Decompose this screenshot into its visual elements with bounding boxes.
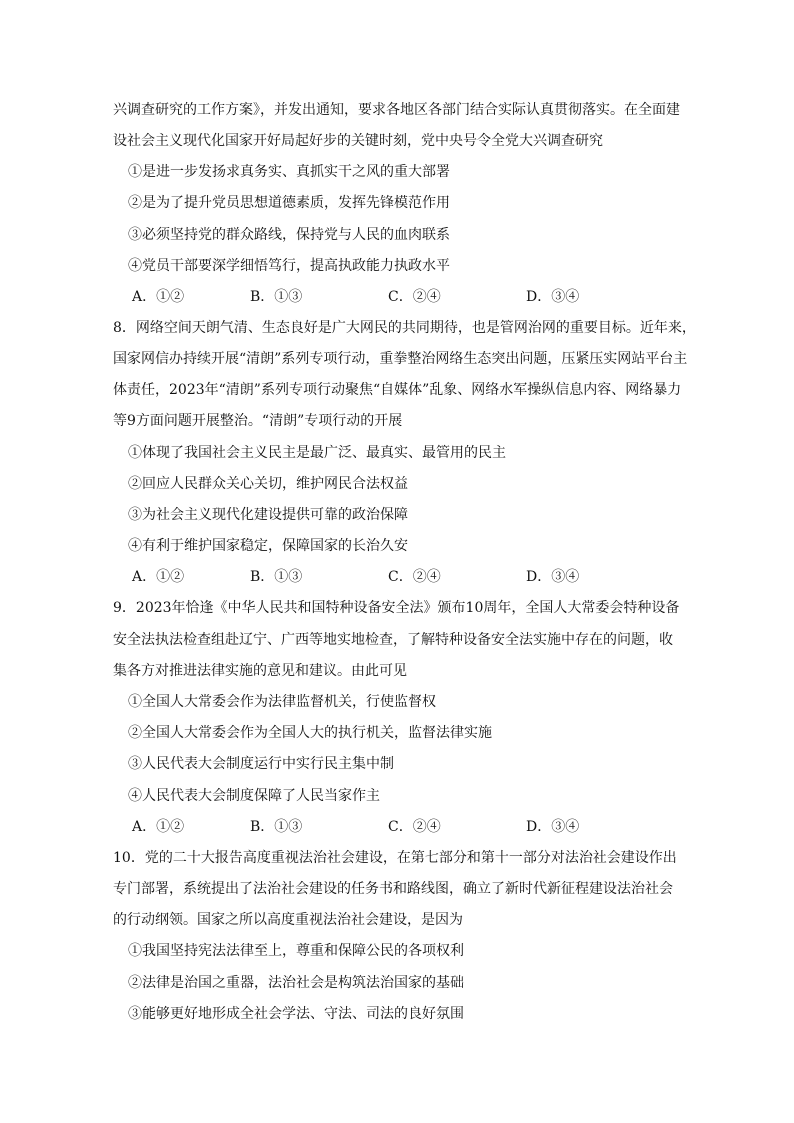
q9-stem-line: 集各方对推进法律实施的意见和建议。由此可见 <box>113 663 407 679</box>
q8-stem-line: 体责任，2023年“清朗”系列专项行动聚焦“自媒体”乱象、网络水军操纵信息内容、网络暴力 <box>113 382 682 398</box>
q7-answer-choices <box>132 287 692 307</box>
q8-option: ①体现了我国社会主义民主是最广泛、最真实、最管用的民主 <box>128 445 506 461</box>
q10-option: ③能够更好地形成全社会学法、守法、司法的良好氛围 <box>128 1006 464 1022</box>
choice-c: C．②④ <box>388 819 441 835</box>
q9-option: ②全国人大常委会作为全国人大的执行机关，监督法律实施 <box>128 725 492 741</box>
q10-stem-line: 专门部署，系统提出了法治社会建设的任务书和路线图，确立了新时代新征程建设法治社会 <box>113 881 673 897</box>
q10-stem-line: 10．党的二十大报告高度重视法治社会建设，在第七部分和第十一部分对法治社会建设作出 <box>113 850 677 866</box>
q7-stem-line: 兴调查研究的工作方案》，并发出通知，要求各地区各部门结合实际认真贯彻落实。在全面建 <box>113 102 680 118</box>
q10-option: ①我国坚持宪法法律至上，尊重和保障公民的各项权利 <box>128 943 464 959</box>
choice-d: D．③④ <box>526 569 580 585</box>
q9-answer-choices <box>132 817 692 837</box>
q10-option: ②法律是治国之重器，法治社会是构筑法治国家的基础 <box>128 975 464 991</box>
q9-stem-line: 安全法执法检查组赴辽宁、广西等地实地检查，了解特种设备安全法实施中存在的问题，收 <box>113 632 673 648</box>
q8-stem-line: 等9方面问题开展整治。“清朗”专项行动的开展 <box>113 413 403 429</box>
choice-b: B．①③ <box>250 569 303 585</box>
q8-option: ③为社会主义现代化建设提供可靠的政治保障 <box>128 507 408 523</box>
q10-stem-line: 的行动纲领。国家之所以高度重视法治社会建设，是因为 <box>113 912 463 928</box>
choice-a: A．①② <box>132 569 185 585</box>
q9-stem-line: 9．2023年恰逢《中华人民共和国特种设备安全法》颁布10周年，全国人大常委会特种设备 <box>113 600 680 616</box>
q8-option: ②回应人民群众关心关切，维护网民合法权益 <box>128 476 408 492</box>
choice-b: B．①③ <box>250 819 303 835</box>
q7-stem-line: 设社会主义现代化国家开好局起好步的关键时刻，党中央号令全党大兴调查研究 <box>113 133 603 149</box>
q9-option: ④人民代表大会制度保障了人民当家作主 <box>128 788 380 804</box>
q9-option: ③人民代表大会制度运行中实行民主集中制 <box>128 756 394 772</box>
q8-stem-line: 国家网信办持续开展“清朗”系列专项行动，重拳整治网络生态突出问题，压紧压实网站平台主 <box>113 351 688 367</box>
q8-answer-choices <box>132 567 692 587</box>
choice-d: D．③④ <box>526 819 580 835</box>
q7-option: ④党员干部要深学细悟笃行，提高执政能力执政水平 <box>128 258 450 274</box>
q7-option: ①是进一步发扬求真务实、真抓实干之风的重大部署 <box>128 164 450 180</box>
q8-option: ④有利于维护国家稳定，保障国家的长治久安 <box>128 538 408 554</box>
choice-a: A．①② <box>132 819 185 835</box>
q7-option: ③必须坚持党的群众路线，保持党与人民的血肉联系 <box>128 227 450 243</box>
choice-b: B．①③ <box>250 289 303 305</box>
choice-c: C．②④ <box>388 289 441 305</box>
choice-a: A．①② <box>132 289 185 305</box>
choice-c: C．②④ <box>388 569 441 585</box>
q9-option: ①全国人大常委会作为法律监督机关，行使监督权 <box>128 694 436 710</box>
choice-d: D．③④ <box>526 289 580 305</box>
q7-option: ②是为了提升党员思想道德素质，发挥先锋模范作用 <box>128 195 450 211</box>
q8-stem-line: 8．网络空间天朗气清、生态良好是广大网民的共同期待，也是管网治网的重要目标。近年来， <box>113 320 696 336</box>
